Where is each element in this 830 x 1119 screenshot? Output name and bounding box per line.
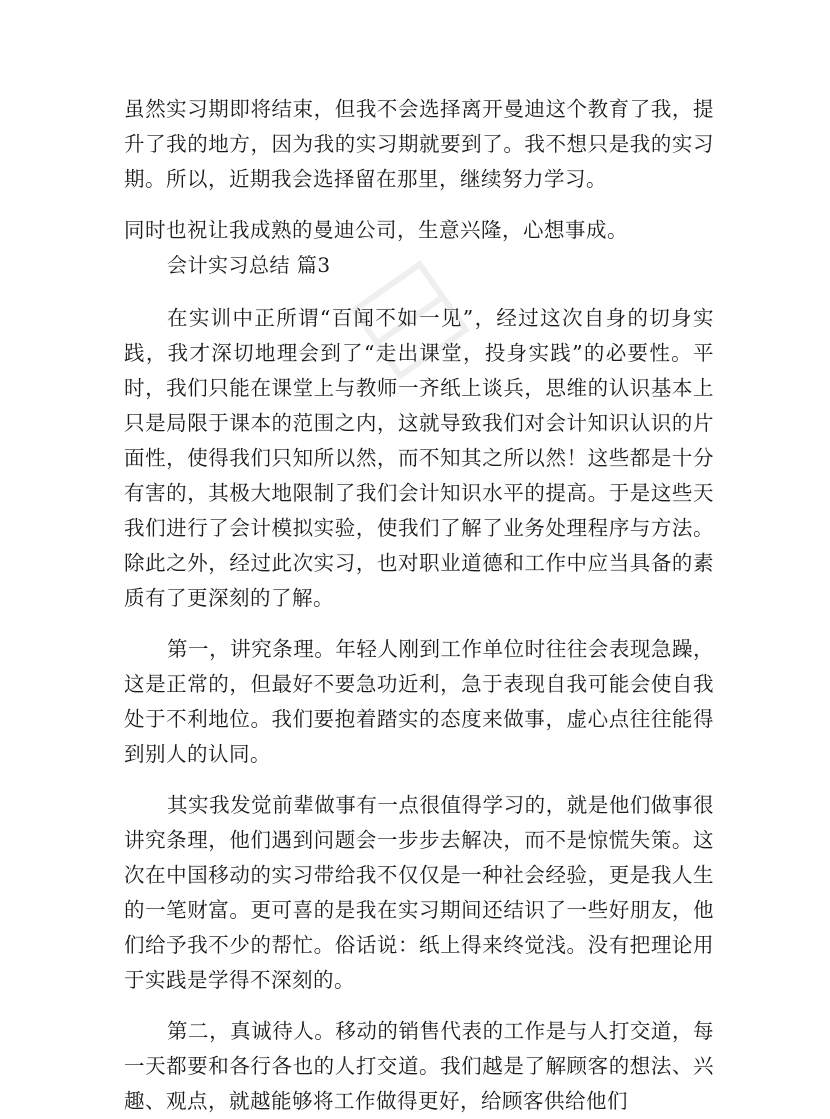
paragraph-practice-insight: 在实训中正所谓“百闻不如一见”，经过这次自身的切身实践，我才深切地理会到了“走出课堂，投身实践”的必要性。平时，我们只能在课堂上与教师一齐纸上谈兵，思维的认识基本上只是局限于课本的范围之内，这就导致我们对会计知识认识的片面性，使得我们只知所以然，而不知其之所以然！这些都是十分有害的，其极大地限制了我们会计知识水平的提高。于是这些天我们进行了会计模拟实验，使我们了解了业务处理程序与方法。除此之外，经过此次实习，也对职业道德和工作中应当具备的素质有了更深刻的了解。 <box>124 306 714 610</box>
section-heading: 会计实习总结 篇3 <box>167 253 331 277</box>
paragraph-point-one: 第一，讲究条理。年轻人刚到工作单位时往往会表现急躁，这是正常的，但最好不要急功近利，急于表现自我可能会使自我处于不利地位。我们要抱着踏实的态度来做事，虚心点往往能得到别人的认同。 <box>124 637 714 766</box>
paragraph-wishes: 同时也祝让我成熟的曼迪公司，生意兴隆，心想事成。 <box>124 218 628 242</box>
paragraph-closing-remarks: 虽然实习期即将结束，但我不会选择离开曼迪这个教育了我，提升了我的地方，因为我的实习期就要到了。我不想只是我的实习期。所以，近期我会选择留在那里，继续努力学习。 <box>124 97 714 191</box>
document-body <box>124 92 714 1119</box>
paragraph-point-two: 第二，真诚待人。移动的销售代表的工作是与人打交道，每一天都要和各行各也的人打交道。我们越是了解顾客的想法、兴趣、观点，就越能够将工作做得更好，给顾客供给他们 <box>124 1019 714 1113</box>
paragraph-seniors-lesson: 其实我发觉前辈做事有一点很值得学习的，就是他们做事很讲究条理，他们遇到问题会一步步去解决，而不是惊慌失策。这次在中国移动的实习带给我不仅仅是一种社会经验，更是我人生的一笔财富。更可喜的是我在实习期间还结识了一些好朋友，他们给予我不少的帮忙。俗话说：纸上得来终觉浅。没有把理论用于实践是学得不深刻的。 <box>124 793 714 992</box>
